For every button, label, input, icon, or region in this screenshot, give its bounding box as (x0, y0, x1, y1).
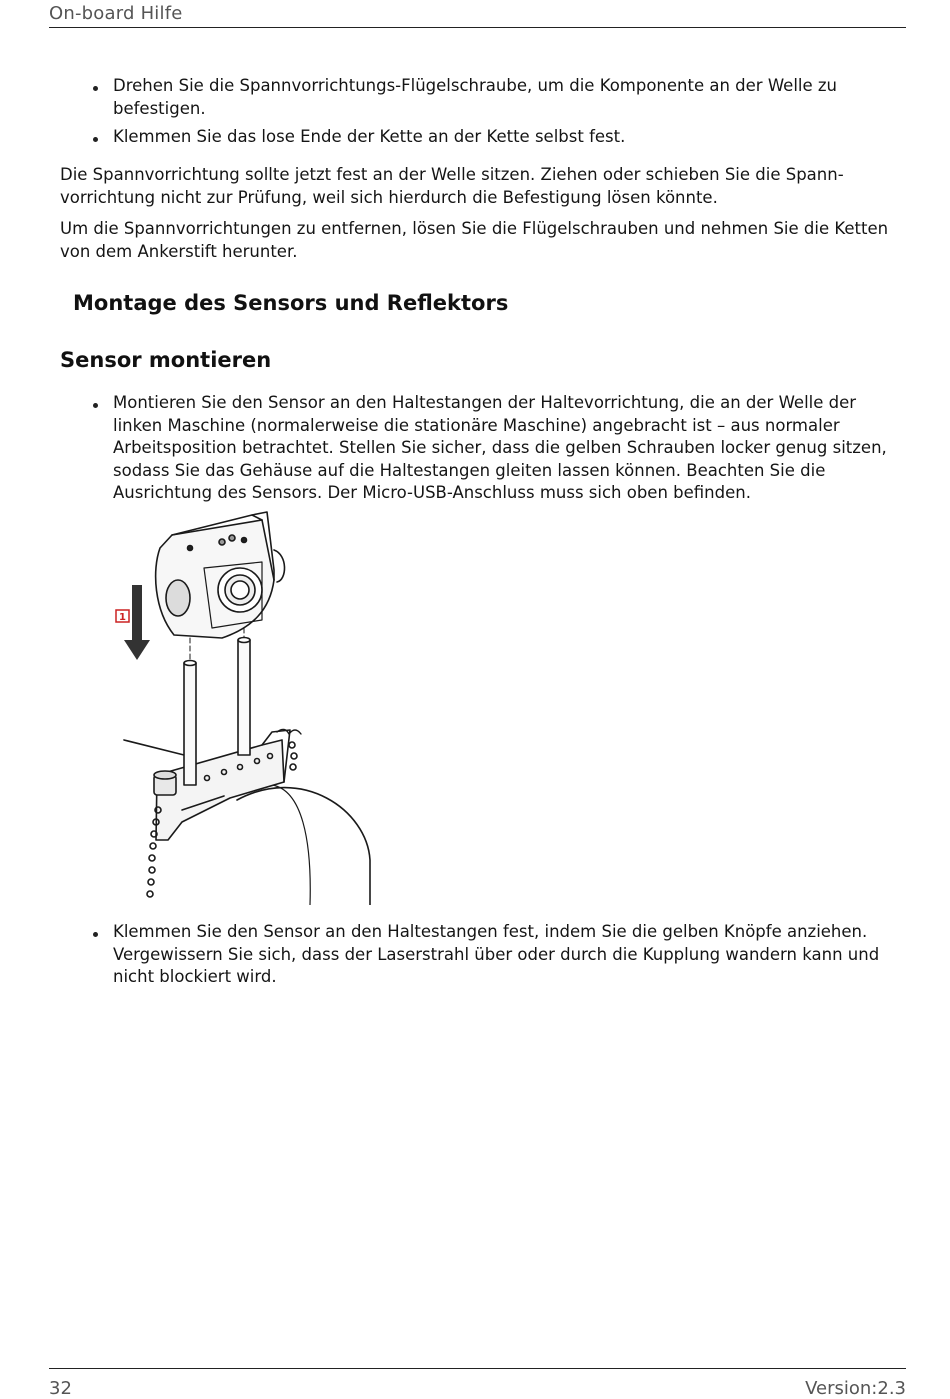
footer-page-number: 32 (49, 1378, 72, 1399)
list-item: Klemmen Sie den Sensor an den Haltestangen fest, indem Sie die gelben Knöpfe anziehen. Vergewissern Sie sich, dass der Laserstrahl über oder durch die Kupplung wandern kann und nicht blockiert wird. (60, 921, 900, 989)
sensor-mounting-illustration (112, 510, 382, 905)
header-rule (49, 27, 906, 28)
subsection-heading: Sensor montieren (60, 348, 272, 372)
bullet-list-mount (60, 392, 900, 505)
paragraph-removal: Um die Spannvorrichtungen zu entfernen, lösen Sie die Flügelschrauben und nehmen Sie die Ketten von dem Ankerstift herunter. (60, 219, 889, 261)
list-item: Montieren Sie den Sensor an den Haltestangen der Haltevorrichtung, die an der Welle der linken Maschine (normalerweise die stationäre Maschine) angebracht ist – aus normaler Arbeitsposition betrachtet. Stellen Sie sicher, dass die gelben Schrauben locker genug sitzen, sodass Sie das Gehäuse auf die Haltestangen gleiten lassen können. Beachten Sie die Ausrichtung des Sensors. Der Micro-USB-Anschluss muss sich oben befinden. (60, 392, 900, 505)
page-header-title: On-board Hilfe (49, 3, 183, 24)
step-callout-label: 1 (119, 612, 126, 623)
footer-rule (49, 1368, 906, 1369)
bullet-list-clamp (60, 75, 900, 149)
list-item: Klemmen Sie das lose Ende der Kette an der Kette selbst fest. (60, 126, 900, 149)
list-item: Drehen Sie die Spannvorrichtungs-Flügelschraube, um die Komponente an der Welle zu befestigen. (60, 75, 900, 120)
paragraph-tension: Die Spannvorrichtung sollte jetzt fest an der Welle sitzen. Ziehen oder schieben Sie die Spannvorrichtung nicht zur Prüfung, weil sich hierdurch die Befestigung lösen könnte. (60, 165, 844, 207)
section-heading: Montage des Sensors und Reflektors (73, 291, 509, 315)
bullet-list-clamp-sensor (60, 921, 900, 989)
footer-version: Version:2.3 (805, 1378, 906, 1399)
